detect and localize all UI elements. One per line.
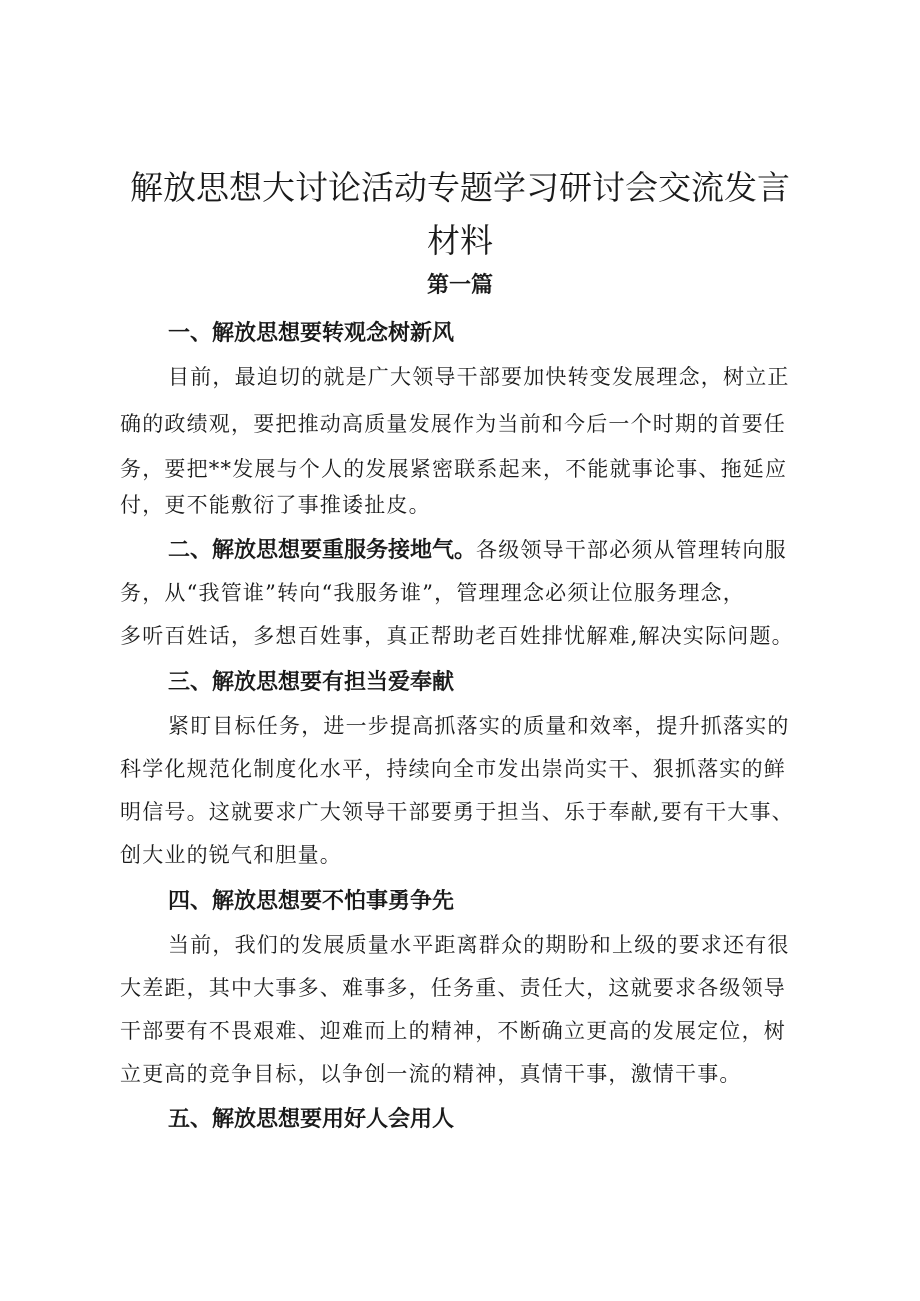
section-heading-5: 五、解放思想要用好人会用人 — [168, 1107, 455, 1132]
document-subtitle: 第一篇 — [426, 273, 493, 298]
document-title-line-1: 解放思想大讨论活动专题学习研讨会交流发言 — [130, 168, 790, 207]
paragraph-line: 立更高的竞争目标，以争创一流的精神，真情干事，激情干事。 — [120, 1062, 742, 1086]
section-heading-3: 三、解放思想要有担当爱奉献 — [168, 670, 455, 695]
document-title-line-2: 材料 — [427, 221, 493, 260]
paragraph-line: 创大业的锐气和胆量。 — [120, 843, 342, 867]
paragraph-line: 务，从“我管谁”转向“我服务谁”，管理理念必须让位服务理念， — [120, 581, 745, 605]
paragraph-line: 目前，最迫切的就是广大领导干部要加快转变发展理念，树立正 — [168, 365, 790, 389]
section-heading-2: 二、解放思想要重服务接地气。 — [168, 538, 477, 563]
paragraph-line: 务，要把**发展与个人的发展紧密联系起来，不能就事论事、拖延应 — [120, 457, 788, 481]
section-heading-1: 一、解放思想要转观念树新风 — [168, 321, 455, 346]
paragraph-line-with-heading — [168, 534, 840, 567]
paragraph-line: 大差距，其中大事多、难事多，任务重、责任大，这就要求各级领导 — [120, 976, 786, 1000]
paragraph-line: 多听百姓话，多想百姓事，真正帮助老百姓排忧解难,解决实际问题。 — [120, 624, 794, 648]
paragraph-line: 科学化规范化制度化水平，持续向全市发出崇尚实干、狠抓落实的鲜 — [120, 757, 786, 781]
paragraph-line: 明信号。这就要求广大领导干部要勇于担当、乐于奉献,要有干大事、 — [120, 800, 794, 824]
paragraph-line: 紧盯目标任务，进一步提高抓落实的质量和效率，提升抓落实的 — [168, 714, 790, 738]
paragraph-line: 付，更不能敷衍了事推诿扯皮。 — [120, 493, 431, 517]
paragraph-line: 干部要有不畏艰难、迎难而上的精神，不断确立更高的发展定位，树 — [120, 1019, 786, 1043]
paragraph-text: 各级领导干部必须从管理转向服 — [476, 538, 787, 562]
paragraph-line: 当前，我们的发展质量水平距离群众的期盼和上级的要求还有很 — [168, 933, 790, 957]
paragraph-line: 确的政绩观，要把推动高质量发展作为当前和今后一个时期的首要任 — [120, 412, 786, 436]
section-heading-4: 四、解放思想要不怕事勇争先 — [168, 889, 455, 914]
